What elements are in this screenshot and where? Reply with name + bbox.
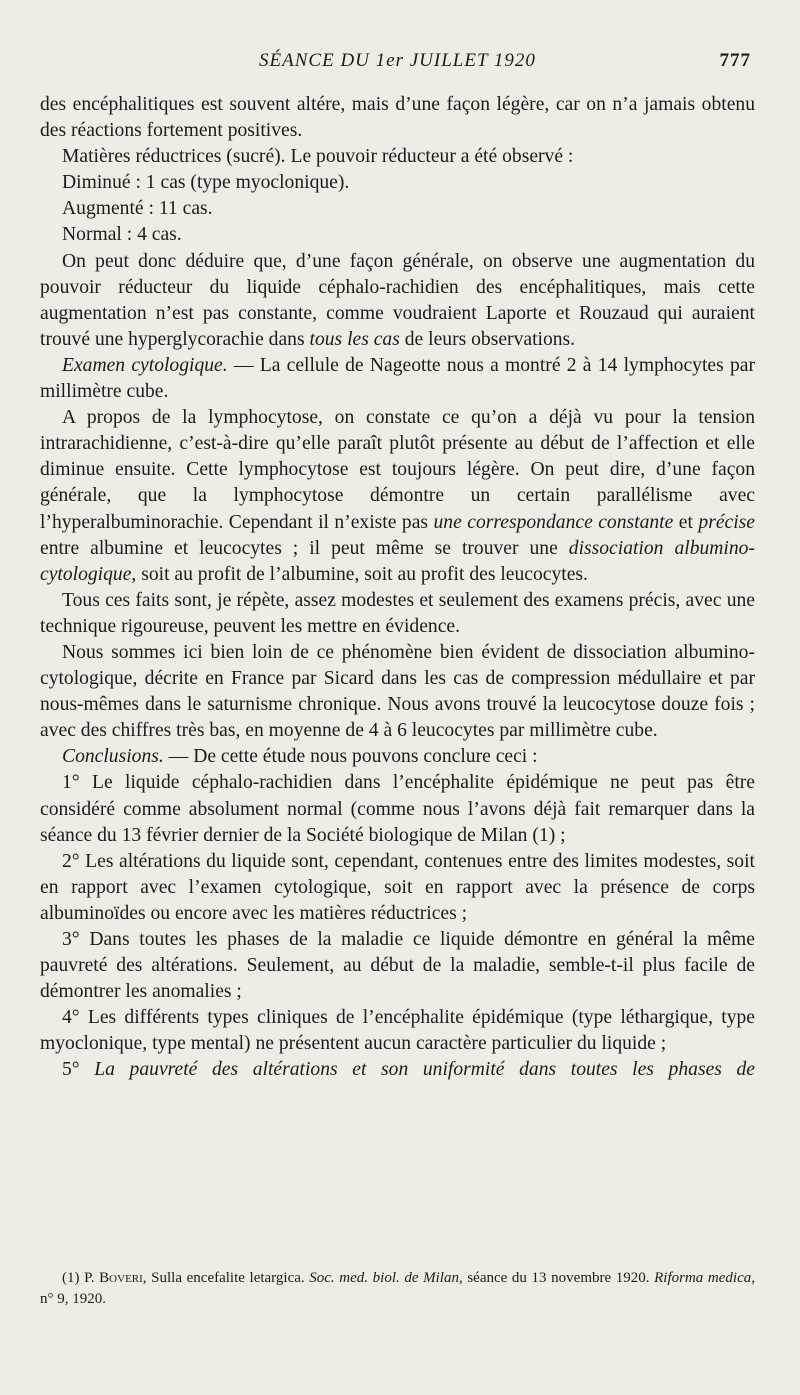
text-run: — De cette étude nous pouvons conclure ceci : — [163, 746, 538, 768]
emphasis: La pauvreté des altérations et son uniformité dans toutes les phases de — [94, 1059, 755, 1081]
journal-title: Soc. med. biol. de Milan, — [309, 1270, 463, 1286]
section-heading: Conclusions. — [62, 746, 164, 768]
paragraph — [40, 353, 755, 405]
text-run: et — [673, 511, 699, 533]
paragraph: Tous ces faits sont, je répète, assez modestes et seulement des examens précis, avec une technique rigoureuse, peuvent les mettre en évidence. — [40, 589, 755, 637]
paragraph: Nous sommes ici bien loin de ce phénomène bien évident de dissociation albumino-cytologique, décrite en France par Sicard dans les cas de compression médullaire et par nous-mêmes dans le saturnisme chronique. Nous avons trouvé la leucocytose douze fois ; avec des chiffres très bas, en moyenne de 4 à 6 leucocytes par millimètre cube. — [40, 641, 755, 742]
paragraph: Augmenté : 11 cas. — [62, 198, 213, 220]
paragraph — [40, 249, 755, 353]
paragraph: Diminué : 1 cas (type myoclonique). — [62, 172, 350, 194]
journal-title: Riforma medica, — [654, 1270, 755, 1286]
emphasis: dissociation albumino-cytologique — [40, 537, 755, 585]
text-run: (1) P. — [62, 1270, 100, 1286]
text-run: , Sulla encefalite letargica. — [142, 1270, 310, 1286]
paragraph — [40, 744, 755, 770]
conclusion-item: 3° Dans toutes les phases de la maladie ce liquide démontre en général la même pauvreté des altérations. Seulement, au début de la maladie, semble-t-il plus facile de démontrer les anomalies ; — [40, 929, 755, 1003]
text-run: On peut donc déduire que, d’une façon générale, on observe une augmentation du pouvoir réducteur du liquide céphalo-rachidien des encéphalitiques, mais cette augmentation n’est pas constante, comme voudraient Laporte et Rouzaud qui auraient trouvé une hyperglycorachie dans — [40, 250, 755, 350]
text-run: A propos de la lymphocytose, on constate ce qu’on a déjà vu pour la tension intrarachidienne, c’est-à-dire qu’elle paraît plutôt présente au début de l’affection et elle diminue ensuite. Cette lymphocytose est toujours légère. On peut dire, d’une façon générale, que la lymphocytose démontre un certain parallélisme avec l’hyperalbuminorachie. Cependant il n’existe pas — [40, 407, 755, 533]
text-run: de leurs observations. — [399, 328, 576, 350]
text-run: n° 9, 1920. — [40, 1291, 106, 1307]
paragraph: des encéphalitiques est souvent altére, mais d’une façon légère, car on n’a jamais obtenu des réactions fortement positives. — [40, 94, 755, 142]
paragraph: Matières réductrices (sucré). Le pouvoir réducteur a été observé : — [62, 146, 574, 168]
text-run: — La cellule de Nageotte nous a montré 2 à 14 lymphocytes par millimètre cube. — [40, 354, 755, 403]
text-run: entre albumine et leucocytes ; il peut même se trouver une — [40, 537, 569, 559]
conclusion-item — [40, 1057, 755, 1083]
footnote-author: Boveri — [99, 1270, 143, 1286]
text-run: , soit au profit de l’albumine, soit au profit des leucocytes. — [131, 563, 588, 585]
emphasis: une correspondance constante — [433, 511, 674, 533]
text-run: séance du 13 novembre 1920. — [462, 1270, 655, 1286]
emphasis: précise — [698, 511, 755, 533]
section-heading: Examen cytologique. — [62, 354, 228, 376]
footnote-text — [40, 1268, 755, 1310]
text-run: 5° — [62, 1059, 95, 1081]
page-header — [40, 50, 755, 84]
emphasis: tous les cas — [309, 328, 400, 350]
conclusion-item: 1° Le liquide céphalo-rachidien dans l’encéphalite épidémique ne peut pas être considéré comme absolument normal (comme nous l’avons déjà fait remarquer dans la séance du 13 février dernier de la Société biologique de Milan (1) ; — [40, 772, 755, 846]
body-text — [40, 92, 755, 1084]
conclusion-item: 4° Les différents types cliniques de l’encéphalite épidémique (type léthargique, type myoclonique, type mental) ne présentent aucun caractère particulier du liquide ; — [40, 1007, 755, 1055]
running-title: SÉANCE DU 1er JUILLET 1920 — [259, 50, 536, 71]
page-number: 777 — [719, 50, 751, 71]
footnote — [40, 1268, 755, 1310]
paragraph: Normal : 4 cas. — [62, 224, 182, 246]
conclusion-item: 2° Les altérations du liquide sont, cependant, contenues entre des limites modestes, soit en rapport avec l’examen cytologique, soit en rapport avec la présence de corps albuminoïdes ou encore avec les matières réductrices ; — [40, 850, 755, 924]
paragraph — [40, 405, 755, 588]
